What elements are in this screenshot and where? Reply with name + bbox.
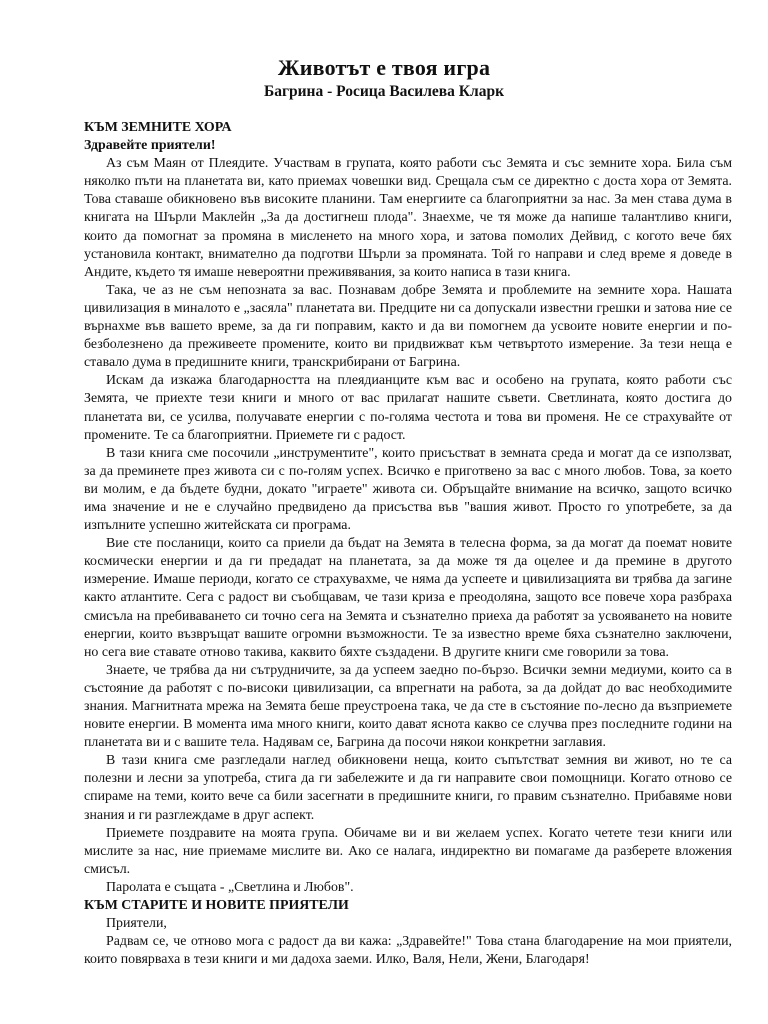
paragraph: Искам да изкажа благодарността на плеядианците към вас и особено на групата, която работи със Земята, че приехте тези книги и много от вас прилагат нашите съвети. Светлината, която достига до планетата ви, се усилва, получавате енергии с по-голяма честота и това ви променя. Не се страхувайте от промените. Те са благоприятни. Приемете ги с радост. (84, 373, 732, 443)
paragraph: Паролата е същата - „Светлина и Любов". (106, 879, 354, 895)
paragraph: Вие сте посланици, които са приели да бъдат на Земята в телесна форма, за да могат да поемат новите космически енергии и да ги предадат на планетата, за да може тя да оцелее и да премине в другото измерение. Имаше периоди, когато се страхувахме, че няма да успеете и цивилизацията ви трябва да загине както атлантите. Сега с радост ви съобщавам, че тази криза е преодоляна, защото все повече хора разбраха смисъла на пребиваването си точно сега на Земята и съзнателно приеха да работят за усвояването на новите енергии, които възвръщат вашите огромни възможности. Те за известно време бяха съзнателно заключени, но сега вие ставате отново такива, каквито бяхте създадени. В другите книги сме говорили за това. (84, 536, 732, 660)
paragraph: В тази книга сме посочили „инструментите", които присъстват в земната среда и могат да се използват, за да преминете през живота си с по-голям успех. Всичко е приготвено за вас с много любов. Това, за което ви молим, е да бъдете будни, докато "играете" живота си. Обръщайте внимание на всичко, защото всичко има значение и не е случайно предвидено да присъства във "вашия живот. Просто го употребете, за да изпълните успешно житейската си програма. (84, 445, 732, 534)
paragraph: Приемете поздравите на моята група. Обичаме ви и ви желаем успех. Когато четете тези книги или мислите за нас, ние приемаме мислите ви. Ако се налага, индиректно ви помагаме да разберете вложения смисъл. (84, 825, 732, 877)
author-line: Багрина - Росица Василева Кларк (263, 83, 505, 100)
page-title: Животът е твоя игра (277, 55, 491, 80)
paragraph: Знаете, че трябва да ни сътрудничите, за да успеем заедно по-бързо. Всички земни медиуми, които са в състояние да работят с по-високи цивилизации, са впрегнати на работа, за да дойдат до вас необходимите знания. Магнитната мрежа на Земята беше преустроена така, че да сте в състояние по-лесно да възприемете новите енергии. В момента има много книги, които дават яснота какво се случва през последните години на планетата ви и с вашите тела. Надявам се, Багрина да посочи някои конкретни заглавия. (84, 662, 732, 751)
paragraph: Така, че аз не съм непозната за вас. Познавам добре Земята и проблемите на земните хора. Нашата цивилизация в миналото е „засяла" планетата ви. Предците ни са допускали известни грешки и затова ние се върнахме във вашето време, за да ги поправим, както и да ви помогнем да усвоите новите енергии и по-безболезнено да преживеете промените, които ви придвижват към четвъртото измерение. За тези неща е ставало дума в предишните книги, транскрибирани от Багрина. (84, 282, 732, 371)
section-heading: КЪМ СТАРИТЕ И НОВИТЕ ПРИЯТЕЛИ (84, 898, 349, 914)
greeting: Здравейте приятели! (84, 138, 216, 154)
document-body (84, 119, 732, 969)
paragraph: Аз съм Маян от Плеядите. Участвам в групата, която работи със Земята и със земните хора. Била съм няколко пъти на планетата ви, като приемах човешки вид. Срещала съм се директно с доста хора от Земята. Това ставаше обикновено във високите планини. Там енергиите са благоприятни за нас. За мен става дума в книгата на Шърли Маклейн „За да достигнеш плода". Знаехме, че тя може да напише талантливо книги, които да помогнат за промяна в мисленето на много хора, и затова помолих Дейвид, с когото вече бях установила контакт, внимателно да подготви Шърли за промяната. Той го направи и след време я доведе в Андите, където тя имаше невероятни преживявания, за които написа в тази книга. (84, 156, 732, 280)
section-heading: КЪМ ЗЕМНИТЕ ХОРА (84, 120, 232, 135)
greeting: Приятели, (106, 916, 167, 932)
paragraph: В тази книга сме разгледали наглед обикновени неща, които съпътстват земния ви живот, но те са полезни и лесни за употреба, стига да ги забележите и да ги направите свои помощници. Когато отново се спираме на теми, които вече са били засегнати в предишните книги, го правим съзнателно. Прибавяме нови знания и ги разглеждаме в друг аспект. (84, 753, 732, 823)
paragraph: Радвам се, че отново мога с радост да ви кажа: „Здравейте!" Това стана благодарение на мои приятели, които повярваха в тези книги и ми дадоха заеми. Илко, Валя, Нели, Жени, Благодаря! (84, 934, 732, 968)
